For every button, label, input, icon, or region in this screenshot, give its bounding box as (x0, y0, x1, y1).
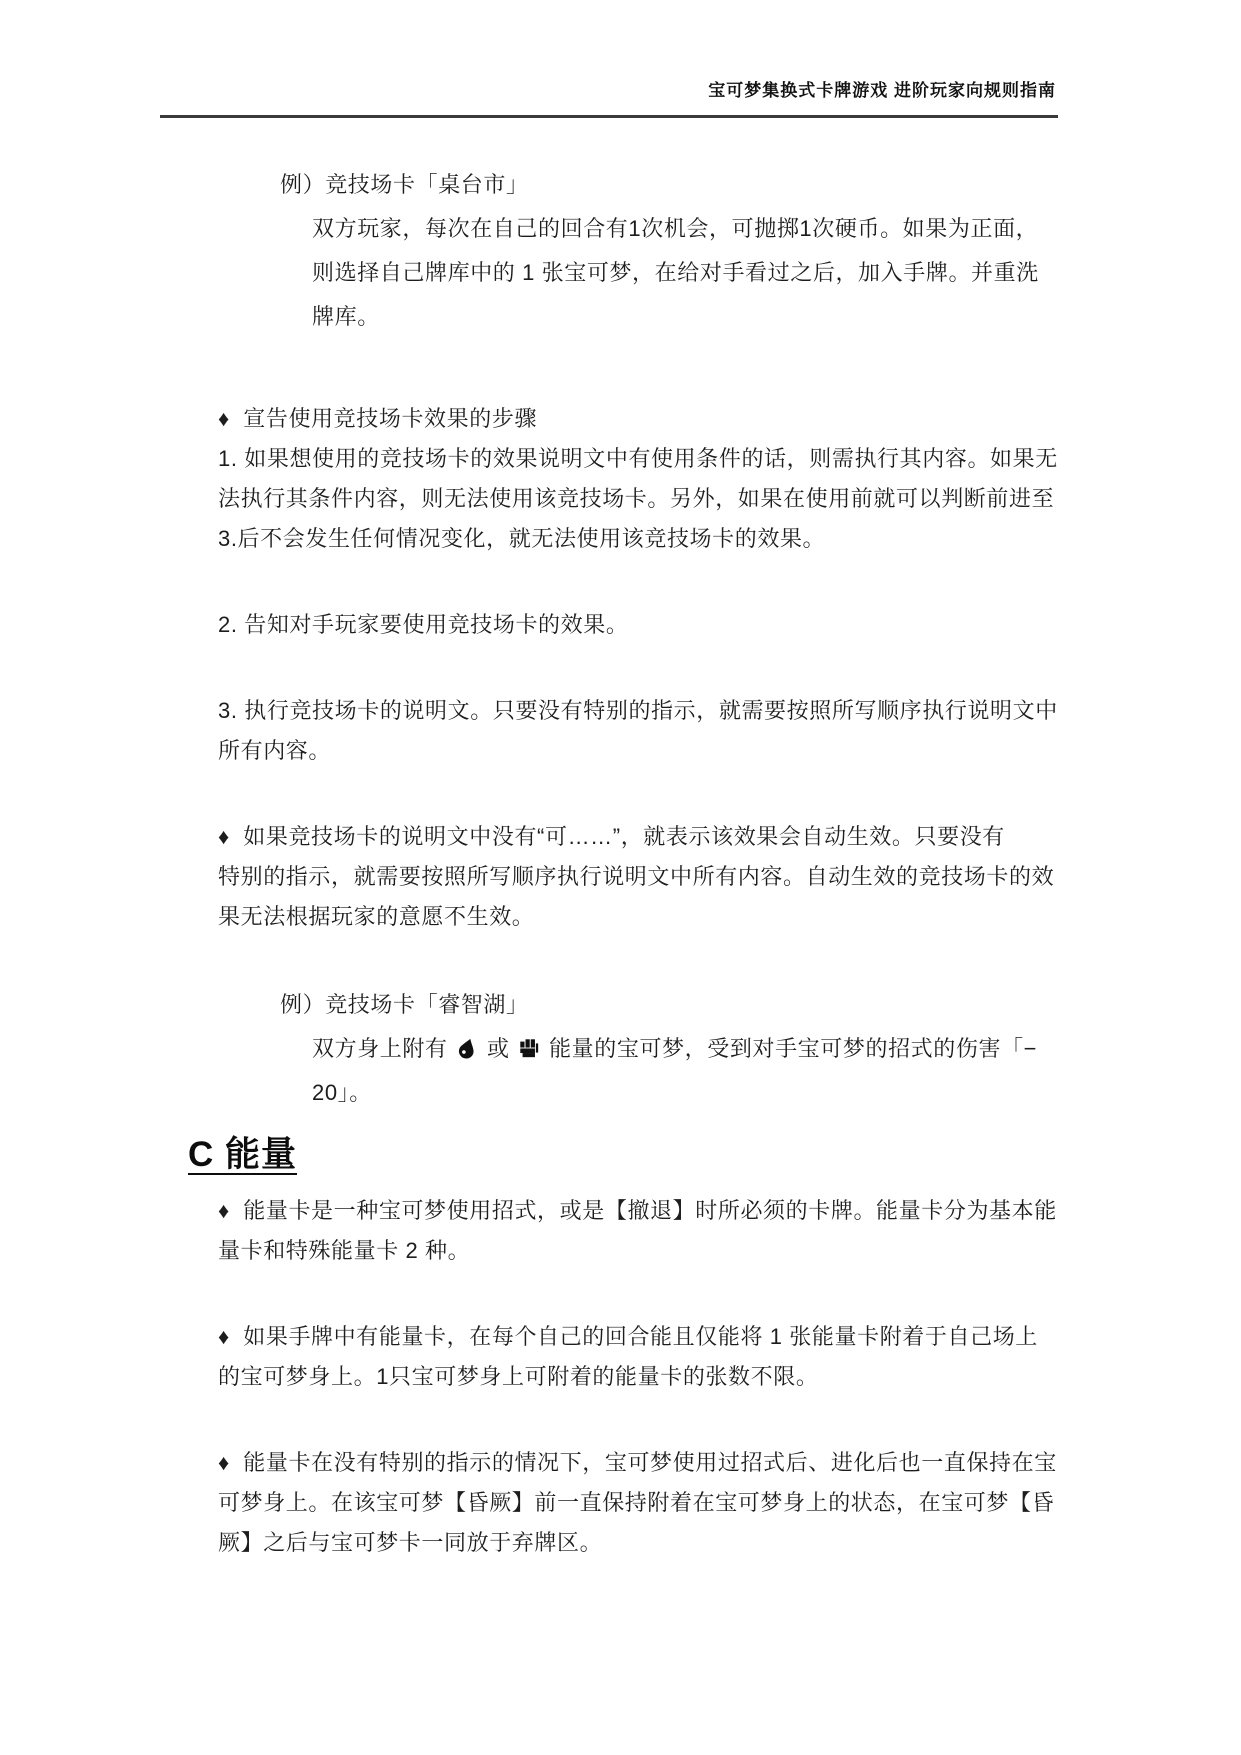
water-energy-icon (456, 1037, 478, 1059)
text-line: 1. 如果想使用的竞技场卡的效果说明文中有使用条件的话，则需执行其内容。如果无 (218, 446, 1058, 471)
text-line: 2. 告知对手玩家要使用竞技场卡的效果。 (218, 612, 629, 637)
energy-note-3 (218, 1443, 1091, 1563)
text-line: 果无法根据玩家的意愿不生效。 (218, 904, 535, 929)
text-line: 量卡和特殊能量卡 2 种。 (218, 1238, 471, 1263)
example-text-line: 牌库。 (312, 304, 380, 329)
page-header (160, 0, 1058, 118)
auto-effect-note (218, 817, 1091, 937)
text-line: 特别的指示，就需要按照所写顺序执行说明文中所有内容。自动生效的竞技场卡的效 (218, 864, 1055, 889)
text-line: ♦ 能量卡在没有特别的指示的情况下，宝可梦使用过招式后、进化后也一直保持在宝 (218, 1450, 1057, 1475)
fighting-energy-icon (518, 1037, 540, 1059)
text-line: 法执行其条件内容，则无法使用该竞技场卡。另外，如果在使用前就可以判断前进至 (218, 486, 1055, 511)
example-block-lake-acuity (218, 983, 1091, 1115)
example-text-segment: 双方身上附有 (312, 1036, 455, 1061)
stadium-step-2 (218, 605, 1091, 645)
text-line: ♦ 如果竞技场卡的说明文中没有“可……”，就表示该效果会自动生效。只要没有 (218, 824, 1005, 849)
text-line: 可梦身上。在该宝可梦【昏厥】前一直保持附着在宝可梦身上的状态，在宝可梦【昏 (218, 1490, 1055, 1515)
stadium-steps-heading (218, 399, 1091, 439)
example-text-segment: 能量的宝可梦，受到对手宝可梦的招式的伤害「− (542, 1036, 1038, 1061)
text-line: 3.后不会发生任何情况变化，就无法使用该竞技场卡的效果。 (218, 526, 826, 551)
example-title: 例）竞技场卡「桌台市」 (280, 172, 529, 197)
text-line: 的宝可梦身上。1只宝可梦身上可附着的能量卡的张数不限。 (218, 1364, 819, 1389)
bullet-heading-line: ♦ 宣告使用竞技场卡效果的步骤 (218, 406, 538, 431)
text-line: 3. 执行竞技场卡的说明文。只要没有特别的指示，就需要按照所写顺序执行说明文中 (218, 698, 1058, 723)
text-line: ♦ 能量卡是一种宝可梦使用招式，或是【撤退】时所必须的卡牌。能量卡分为基本能 (218, 1198, 1057, 1223)
header-title: 宝可梦集换式卡牌游戏 进阶玩家向规则指南 (708, 81, 1056, 100)
energy-note-2 (218, 1317, 1091, 1397)
example-text-line: 双方玩家，每次在自己的回合有1次机会，可抛掷1次硬币。如果为正面， (312, 216, 1039, 241)
text-line: ♦ 如果手牌中有能量卡，在每个自己的回合能且仅能将 1 张能量卡附着于自己场上 (218, 1324, 1038, 1349)
example-title: 例）竞技场卡「睿智湖」 (280, 992, 529, 1017)
stadium-step-3 (218, 691, 1091, 771)
example-text-segment: 或 (480, 1036, 517, 1061)
example-block-table-town (218, 163, 1091, 339)
page-content (0, 118, 1241, 1563)
example-text-line-with-icons (312, 1027, 1091, 1071)
energy-note-1 (218, 1191, 1091, 1271)
section-heading-energy: C 能量 (188, 1135, 298, 1174)
text-line: 所有内容。 (218, 738, 332, 763)
example-text-line: 则选择自己牌库中的 1 张宝可梦，在给对手看过之后，加入手牌。并重洗 (312, 260, 1039, 285)
example-text-line: 20」。 (312, 1080, 372, 1105)
text-line: 厥】之后与宝可梦卡一同放于弃牌区。 (218, 1530, 603, 1555)
stadium-step-1 (218, 439, 1091, 559)
